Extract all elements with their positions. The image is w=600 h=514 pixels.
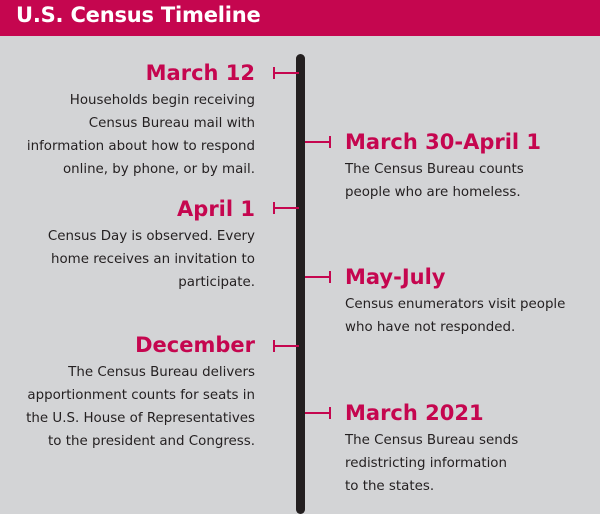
- timeline-event-march-2021: [345, 401, 595, 498]
- timeline-event-may-july: [345, 265, 595, 339]
- event-description: Households begin receiving Census Bureau mail with information about how to respond online, by phone, or by mail.: [26, 93, 255, 177]
- page-title: U.S. Census Timeline: [16, 3, 261, 27]
- timeline-event-april-1: [5, 197, 255, 294]
- timeline-tick-march-12: [273, 72, 299, 74]
- timeline-event-march-12: [5, 61, 255, 181]
- timeline-event-december: [5, 333, 255, 453]
- timeline-tick-december: [273, 345, 299, 347]
- timeline-tick-march-30-april-1: [305, 141, 331, 143]
- timeline-tick-march-2021: [305, 412, 331, 414]
- timeline-event-march-30-april-1: [345, 130, 595, 204]
- event-title: March 2021: [345, 401, 484, 425]
- event-description: The Census Bureau delivers apportionment counts for seats in the U.S. House of Representatives to the president and Congress.: [26, 365, 255, 449]
- event-description: The Census Bureau sends redistricting information to the states.: [345, 433, 519, 494]
- timeline-tick-may-july: [305, 276, 331, 278]
- event-title: May-July: [345, 265, 446, 289]
- event-description: The Census Bureau counts people who are homeless.: [345, 162, 524, 200]
- event-title: April 1: [177, 197, 255, 221]
- header-banner: [0, 0, 600, 36]
- timeline-axis: [296, 54, 305, 514]
- timeline-tick-april-1: [273, 207, 299, 209]
- event-title: March 12: [145, 61, 255, 85]
- event-title: December: [135, 333, 255, 357]
- event-title: March 30-April 1: [345, 130, 542, 154]
- event-description: Census Day is observed. Every home receives an invitation to participate.: [47, 229, 255, 290]
- event-description: Census enumerators visit people who have not responded.: [345, 297, 566, 335]
